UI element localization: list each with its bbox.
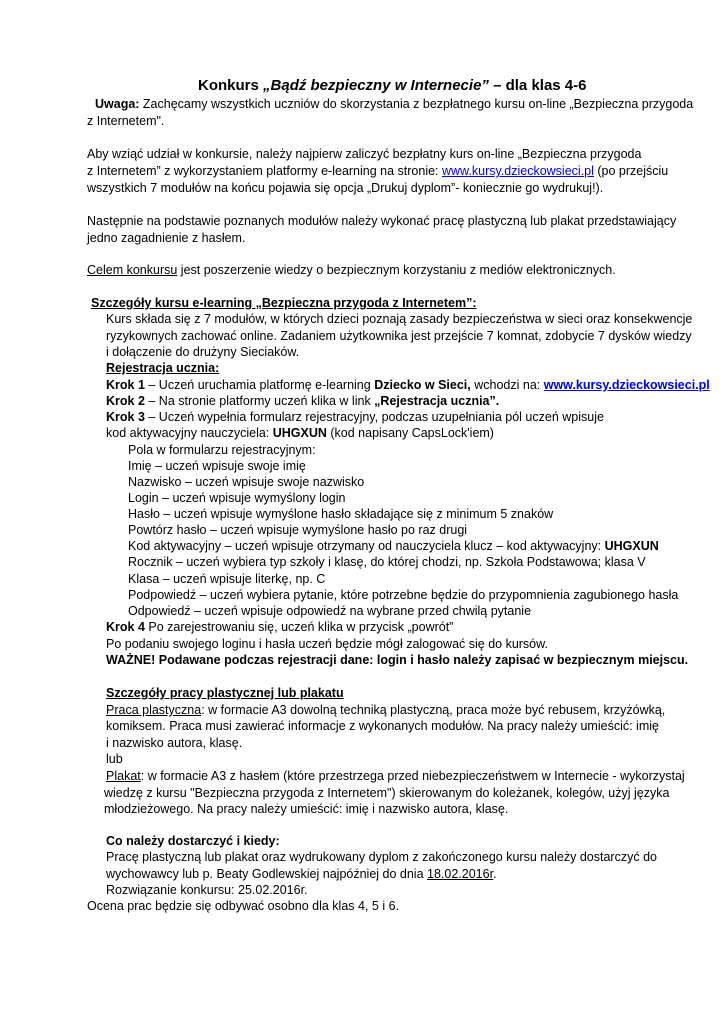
registration-link-name: „Rejestracja ucznia”. <box>374 394 500 408</box>
uwaga-label: Uwaga: <box>95 97 140 111</box>
field-activation-code <box>128 538 659 554</box>
step-3-line-2 <box>106 425 494 441</box>
step-3-line-2-after: (kod napisany CapsLock'iem) <box>326 426 494 440</box>
poster-line-2: wiedzę z kursu "Bezpieczna przygoda z Internetem") skierowanym do koleżanek, kolegów, użyj języka <box>104 786 670 800</box>
step-1-after: wchodzi na: <box>470 378 544 392</box>
delivery-line-1: Pracę plastyczną lub plakat oraz wydrukowany dyplom z zakończonego kursu należy dostarczyć do <box>106 850 657 864</box>
step-4 <box>106 619 453 635</box>
course-heading: Szczegóły kursu e-learning „Bezpieczna przygoda z Internetem”: <box>91 296 477 310</box>
step-3-label: Krok 3 <box>106 410 145 424</box>
registration-heading: Rejestracja ucznia: <box>106 361 220 375</box>
para2-line-2: jedno zagadnienie z hasłem. <box>87 231 246 245</box>
field-code-text: Kod aktywacyjny – uczeń wpisuje otrzymany od nauczyciela klucz – kod aktywacyjny: <box>128 539 605 553</box>
page-title <box>198 78 586 94</box>
course-line-2: ryzykownych zachować online. Zadaniem użytkownika jest przejście 7 komnat, zdobycie 7 dysków wiedzy <box>106 329 692 343</box>
step-4-text: Po zarejestrowaniu się, uczeń klika w przycisk „powrót” <box>144 620 454 634</box>
platform-link[interactable]: www.kursy.dzieckowsieci.pl <box>543 378 710 392</box>
field-login: Login – uczeń wpisuje wymyślony login <box>128 491 346 505</box>
after-login-text: Po podaniu swojego loginu i hasła uczeń będzie mógł zalogować się do kursów. <box>106 637 548 651</box>
course-line-1: Kurs składa się z 7 modułów, w których dzieci poznają zasady bezpieczeństwa w sieci oraz konsekwencje <box>106 312 693 326</box>
step-2-text: – Na stronie platformy uczeń klika w link <box>144 394 375 408</box>
title-prefix: Konkurs <box>198 77 264 94</box>
field-year: Rocznik – uczeń wybiera typ szkoły i klasę, do której chodzi, np. Szkoła Podstawowa; klasa V <box>128 555 646 569</box>
field-hint: Podpowiedź – uczeń wybiera pytanie, które potrzebne będzie do przypomnienia zagubionego hasła <box>128 588 679 602</box>
para1-line-1: Aby wziąć udział w konkursie, należy najpierw zaliczyć bezpłatny kurs on-line „Bezpieczna przygoda <box>87 147 642 161</box>
delivery-text-2: wychowawcy lub p. Beaty Godlewskiej najpóźniej do dnia <box>106 867 428 881</box>
activation-code: UHGXUN <box>272 426 327 440</box>
deadline-date: 18.02.2016r <box>427 867 494 881</box>
field-first-name: Imię – uczeń wpisuje swoje imię <box>128 459 306 473</box>
contest-goal-text: jest poszerzenie wiedzy o bezpiecznym korzystaniu z mediów elektronicznych. <box>177 263 616 277</box>
step-3 <box>106 409 604 425</box>
para1-after-link: (po przejściu <box>593 164 669 178</box>
delivery-line-2 <box>106 866 497 882</box>
field-last-name: Nazwisko – uczeń wpisuje swoje nazwisko <box>128 475 365 489</box>
step-1-text: – Uczeń uruchamia platformę e-learning <box>144 378 375 392</box>
delivery-heading: Co należy dostarczyć i kiedy: <box>106 834 280 848</box>
course-line-3: i dołączenie do drużyny Sieciaków. <box>106 345 300 359</box>
artwork-line-3: i nazwisko autora, klasę. <box>106 736 243 750</box>
poster-line-1 <box>106 768 685 784</box>
field-answer: Odpowiedź – uczeń wpisuje odpowiedź na wybrane przed chwilą pytanie <box>128 604 532 618</box>
step-1-label: Krok 1 <box>106 378 145 392</box>
intro-line-2: z Internetem". <box>87 114 165 128</box>
or-text: lub <box>106 752 123 766</box>
artwork-text-1: : w formacie A3 dowolną techniką plastyczną, praca może być rebusem, krzyżówką, <box>201 703 666 717</box>
title-suffix: – dla klas 4-6 <box>488 77 587 94</box>
field-code-value: UHGXUN <box>604 539 659 553</box>
course-website-link[interactable]: www.kursy.dzieckowsieci.pl <box>442 164 594 178</box>
delivery-after-date: . <box>493 867 497 881</box>
poster-line-3: młodzieżowego. Na pracy należy umieścić: imię i nazwisko autora, klasę. <box>104 802 509 816</box>
step-2-label: Krok 2 <box>106 394 145 408</box>
results-date: Rozwiązanie konkursu: 25.02.2016r. <box>106 883 308 897</box>
step-1 <box>106 377 710 393</box>
artwork-line-1 <box>106 702 665 718</box>
warning-text: WAŻNE! Podawane podczas rejestracji dane: login i hasło należy zapisać w bezpiecznym miejscu. <box>106 653 689 667</box>
field-password: Hasło – uczeń wpisuje wymyślone hasło składające się z minimum 5 znaków <box>128 507 554 521</box>
poster-text-1: : w formacie A3 z hasłem (które przestrzega przed niebezpieczeństwem w Internecie - wykorzystaj <box>140 769 685 783</box>
artwork-line-2: komiksem. Praca musi zawierać informacje z wykonanych modułów. Na pracy należy umieścić: imię <box>106 719 659 733</box>
para2-line-1: Następnie na podstawie poznanych modułów należy wykonać pracę plastyczną lub plakat przedstawiający <box>87 214 677 228</box>
intro-text-1: Zachęcamy wszystkich uczniów do skorzystania z bezpłatnego kursu on-line „Bezpieczna przygoda <box>139 97 694 111</box>
field-repeat-password: Powtórz hasło – uczeń wpisuje wymyślone hasło po raz drugi <box>128 523 468 537</box>
step-3-text: – Uczeń wypełnia formularz rejestracyjny, podczas uzupełniania pól uczeń wpisuje <box>144 410 604 424</box>
para1-line-3: wszystkich 7 modułów na końcu pojawia się opcja „Drukuj dyplom”- koniecznie go wydrukuj!). <box>87 181 604 195</box>
artwork-heading: Szczegóły pracy plastycznej lub plakatu <box>106 686 344 700</box>
field-class: Klasa – uczeń wpisuje literkę, np. C <box>128 572 326 586</box>
para1-line-2 <box>87 163 668 179</box>
para1-text: z Internetem” z wykorzystaniem platformy e-learning na stronie: <box>87 164 442 178</box>
step-3-line-2-text: kod aktywacyjny nauczyciela: <box>106 426 273 440</box>
evaluation-note: Ocena prac będzie się odbywać osobno dla klas 4, 5 i 6. <box>87 899 399 913</box>
title-italic: „Bądź bezpieczny w Internecie” <box>263 77 489 94</box>
artwork-label: Praca plastyczna <box>106 703 202 717</box>
step-4-label: Krok 4 <box>106 620 145 634</box>
contest-goal-label: Celem konkursu <box>87 263 178 277</box>
para3-line <box>87 262 616 278</box>
poster-label: Plakat <box>106 769 141 783</box>
intro-line-1 <box>95 96 693 112</box>
step-2 <box>106 393 499 409</box>
form-fields-heading: Pola w formularzu rejestracyjnym: <box>128 443 316 457</box>
platform-name: Dziecko w Sieci, <box>374 378 471 392</box>
